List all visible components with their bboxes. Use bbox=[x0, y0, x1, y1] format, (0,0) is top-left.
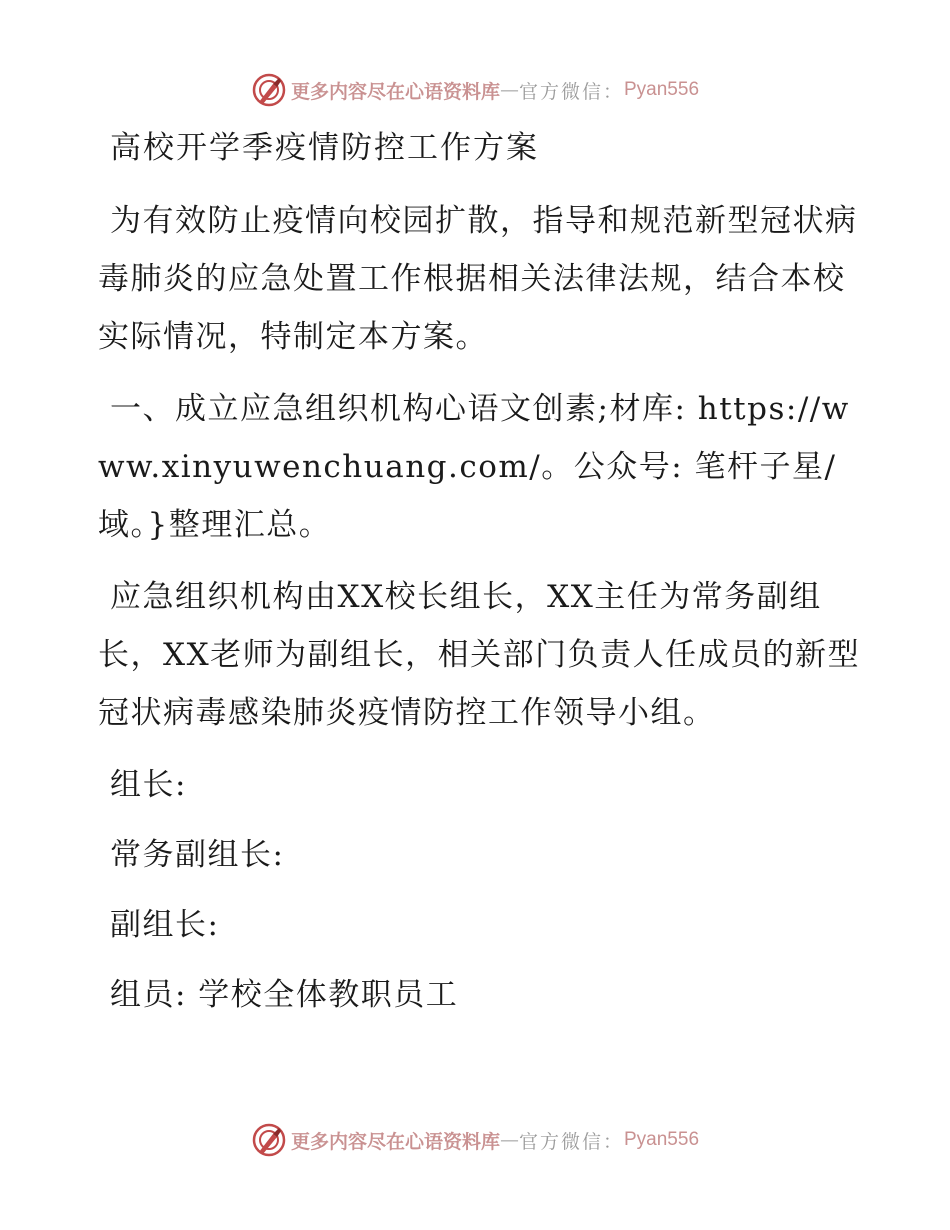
banner-main-text: 更多内容尽在心语资料库 bbox=[290, 1130, 500, 1153]
member-staff: 组员: 学校全体教职员工 bbox=[110, 977, 459, 1013]
banner-wechat-label: 官方微信： bbox=[518, 1130, 624, 1153]
member-executive-deputy: 常务副组长: bbox=[110, 837, 285, 873]
header-banner bbox=[0, 70, 950, 110]
paragraph-intro: 为有效防止疫情向校园扩散，指导和规范新型冠状病毒肺炎的应急处置工作根据相关法律法规，结合本校实际情况，特制定本方案。 bbox=[98, 203, 858, 355]
banner-wechat-id: Pyan556 bbox=[624, 79, 700, 100]
banner-main-text: 更多内容尽在心语资料库 bbox=[290, 80, 500, 103]
banner-wechat-label: 官方微信： bbox=[518, 80, 624, 103]
banner-dash: — bbox=[499, 79, 519, 101]
document-title: 高校开学季疫情防控工作方案 bbox=[110, 130, 539, 166]
paragraph-organization: 应急组织机构由XX校长组长，XX主任为常务副组长，XX老师为副组长，相关部门负责人任成员的新型冠状病毒感染肺炎疫情防控工作领导小组。 bbox=[98, 579, 861, 731]
pen-logo-icon bbox=[251, 72, 287, 108]
footer-banner bbox=[0, 1120, 950, 1160]
banner-dash: — bbox=[499, 1129, 519, 1151]
banner-wechat-id: Pyan556 bbox=[624, 1129, 700, 1150]
pen-logo-icon bbox=[251, 1122, 287, 1158]
member-deputy: 副组长: bbox=[110, 907, 220, 943]
document-body bbox=[98, 124, 868, 1036]
paragraph-section-one: 一、成立应急组织机构心语文创素;材库: https://www.xinyuwenchuang.com/。公众号: 笔杆子星/域。}整理汇总。 bbox=[98, 391, 850, 543]
member-leader: 组长: bbox=[110, 767, 187, 803]
